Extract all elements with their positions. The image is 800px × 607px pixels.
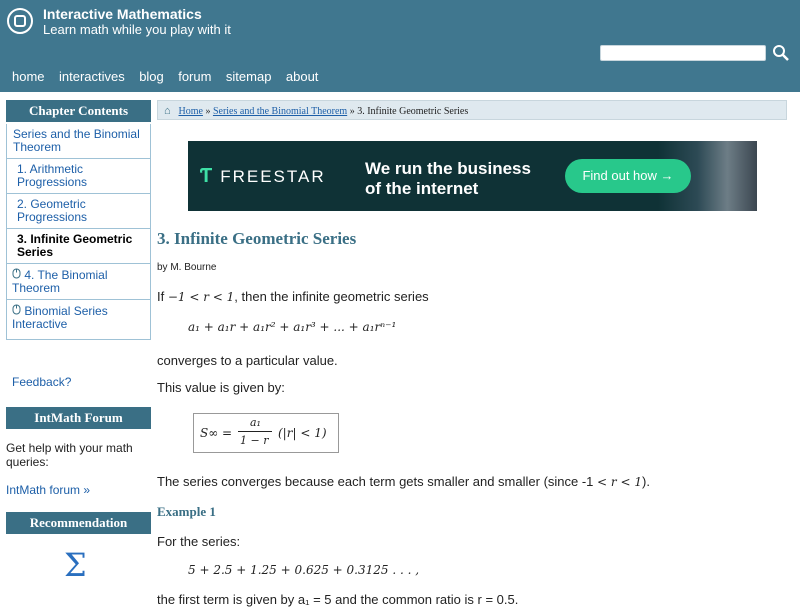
intmath-logo-icon[interactable] (7, 8, 33, 34)
paragraph-value: This value is given by: (157, 380, 285, 395)
p1-end: , then the infinite geometric series (234, 289, 429, 304)
p4-end: ). (641, 474, 650, 489)
toc-label: 1. Arithmetic Progressions (17, 162, 88, 189)
p1-math: −1 < r < 1 (167, 290, 235, 304)
freestar-ad-banner[interactable] (188, 141, 757, 211)
forum-heading: IntMath Forum (6, 407, 151, 429)
recommendation-heading: Recommendation (6, 512, 151, 534)
site-header (0, 0, 800, 92)
sum-numerator: a₁ (250, 416, 261, 429)
sum-formula-box (193, 413, 339, 453)
freestar-logo-icon: Ƭ (200, 165, 215, 187)
byline: by M. Bourne (157, 262, 217, 273)
paragraph-condition (157, 289, 429, 304)
forum-text: Get help with your math queries: (6, 441, 133, 469)
nav-home[interactable]: home (12, 69, 45, 84)
nav-about[interactable]: about (285, 69, 319, 84)
search-input[interactable] (600, 45, 766, 61)
ad-cta-button[interactable]: Find out how → (565, 159, 691, 193)
ad-slogan-line1: We run the business (365, 159, 531, 178)
paragraph-first-term: the first term is given by a₁ = 5 and the common ratio is r = 0.5. (157, 592, 519, 607)
toc-item-series-binomial[interactable] (7, 124, 150, 159)
nav-forum[interactable]: forum (178, 69, 212, 84)
toc-label: 3. Infinite Geometric Series (17, 232, 133, 259)
paragraph-converges: converges to a particular value. (157, 353, 338, 368)
breadcrumb-sep: » (349, 106, 355, 117)
chapter-contents-heading: Chapter Contents (6, 100, 151, 122)
toc-item-binomial-interactive[interactable] (7, 300, 150, 339)
p4-math: < r < 1 (597, 475, 642, 489)
toc-label: Series and the Binomial Theorem (13, 127, 140, 154)
chapter-toc (6, 124, 151, 340)
p4-start: The series converges because each term gets smaller and smaller (since -1 (157, 474, 594, 489)
toc-label: Binomial Series Interactive (12, 304, 108, 331)
site-tagline: Learn math while you play with it (43, 22, 231, 37)
toc-item-arithmetic[interactable] (7, 159, 150, 194)
breadcrumb-home[interactable]: Home (178, 106, 203, 117)
sum-denominator: 1 − r (240, 434, 269, 447)
ad-slogan (365, 159, 531, 199)
nav-blog[interactable]: blog (139, 69, 164, 84)
home-icon: ⌂ (164, 105, 171, 117)
toc-item-geometric[interactable] (7, 194, 150, 229)
example-title: Example 1 (157, 504, 216, 519)
toc-label: 4. The Binomial Theorem (12, 268, 108, 295)
breadcrumb-current: 3. Infinite Geometric Series (357, 106, 469, 117)
main-nav (12, 68, 328, 86)
paragraph-for-series: For the series: (157, 534, 241, 549)
ad-slogan-line2: of the internet (365, 179, 479, 198)
sigma-icon[interactable]: Σ (64, 546, 87, 584)
nav-sitemap[interactable]: sitemap (225, 69, 272, 84)
mouse-icon (12, 304, 21, 315)
fraction-bar (238, 431, 272, 432)
p1-start: If (157, 289, 165, 304)
toc-label: 2. Geometric Progressions (17, 197, 88, 224)
ad-brand (200, 165, 326, 188)
forum-link[interactable]: IntMath forum » (6, 483, 91, 497)
feedback-link[interactable]: Feedback? (12, 375, 72, 389)
breadcrumb-section[interactable]: Series and the Binomial Theorem (212, 106, 348, 117)
site-title[interactable]: Interactive Mathematics (43, 6, 202, 22)
example-series: 5 + 2.5 + 1.25 + 0.625 + 0.3125 . . . , (188, 563, 420, 577)
breadcrumb (157, 100, 787, 120)
sum-condition: (|r| < 1) (278, 426, 327, 440)
nav-interactives[interactable]: interactives (58, 69, 125, 84)
paragraph-why-converges (157, 474, 650, 489)
toc-item-binomial-theorem[interactable] (7, 264, 150, 300)
search-icon[interactable] (772, 44, 790, 62)
mouse-icon (12, 268, 21, 279)
series-formula: a₁ + a₁r + a₁r² + a₁r³ + ... + a₁rⁿ⁻¹ (188, 320, 397, 334)
breadcrumb-sep: » (205, 106, 211, 117)
toc-item-infinite-geometric[interactable] (7, 229, 150, 264)
ad-brand-text: FREESTAR (220, 167, 326, 186)
sum-lhs: S∞ = (200, 426, 233, 440)
page-title: 3. Infinite Geometric Series (157, 229, 357, 248)
